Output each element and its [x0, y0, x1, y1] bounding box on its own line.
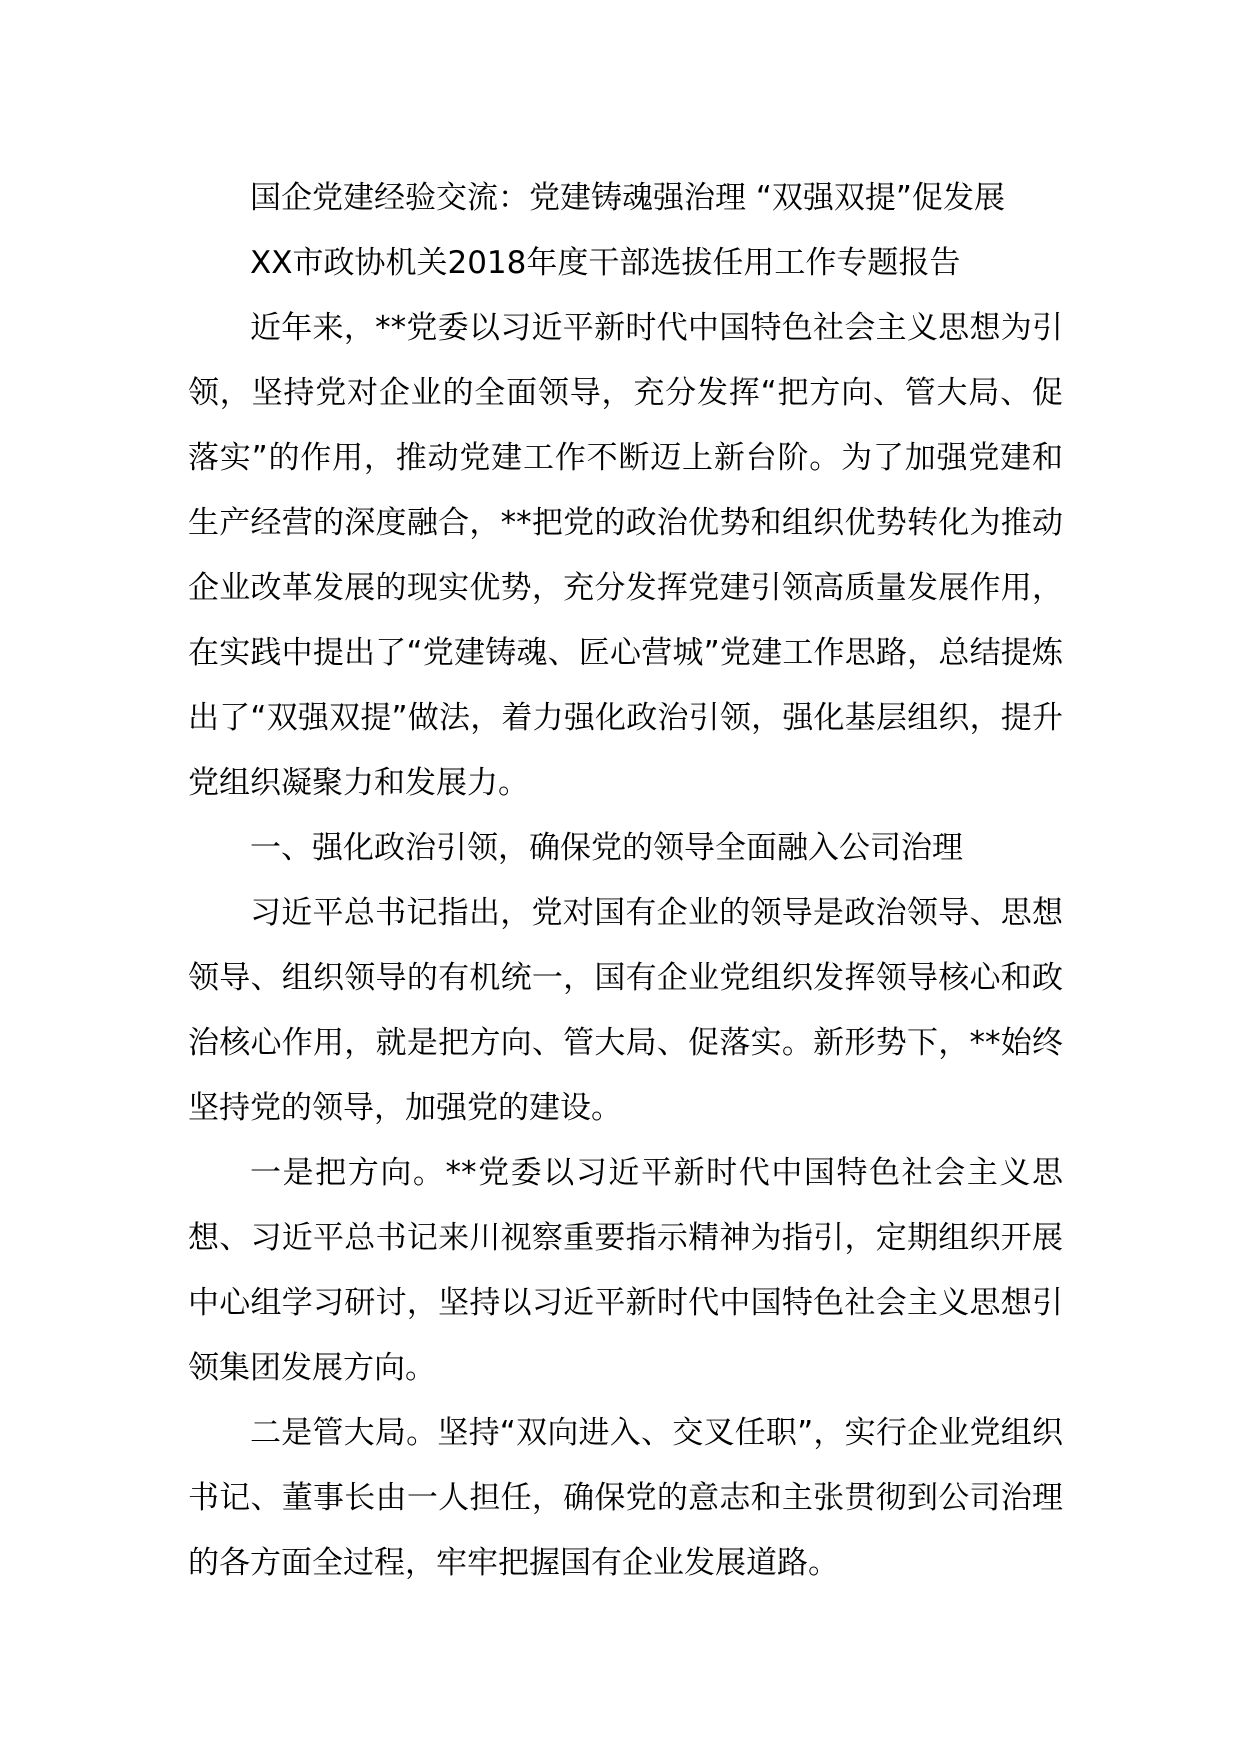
- paragraph-overall: 二是管大局。坚持“双向进入、交叉任职”，实行企业党组织书记、董事长由一人担任，确保党的意志和主张贯彻到公司治理的各方面全过程，牢牢把握国有企业发展道路。: [188, 1415, 1063, 1581]
- document-subtitle: XX市政协机关2018年度干部选拔任用工作专题报告: [250, 245, 961, 281]
- paragraph-intro: 近年来，**党委以习近平新时代中国特色社会主义思想为引领，坚持党对企业的全面领导，充分发挥“把方向、管大局、促落实”的作用，推动党建工作不断迈上新台阶。为了加强党建和生产经营的深度融合，**把党的政治优势和组织优势转化为推动企业改革发展的现实优势，充分发挥党建引领高质量发展作用，在实践中提出了“党建铸魂、匠心营城”党建工作思路，总结提炼出了“双强双提”做法，着力强化政治引领，强化基层组织，提升党组织凝聚力和发展力。: [188, 310, 1063, 801]
- paragraph-direction: 一是把方向。**党委以习近平新时代中国特色社会主义思想、习近平总书记来川视察重要指示精神为指引，定期组织开展中心组学习研讨，坚持以习近平新时代中国特色社会主义思想引领集团发展方向。: [188, 1155, 1063, 1386]
- document-title: 国企党建经验交流：党建铸魂强治理 “双强双提”促发展: [250, 180, 1005, 216]
- paragraph-section-1: 习近平总书记指出，党对国有企业的领导是政治领导、思想领导、组织领导的有机统一，国有企业党组织发挥领导核心和政治核心作用，就是把方向、管大局、促落实。新形势下，**始终坚持党的领导，加强党的建设。: [188, 895, 1063, 1126]
- document-body: [188, 166, 1063, 1596]
- section-heading-1: 一、强化政治引领，确保党的领导全面融入公司治理: [250, 830, 963, 866]
